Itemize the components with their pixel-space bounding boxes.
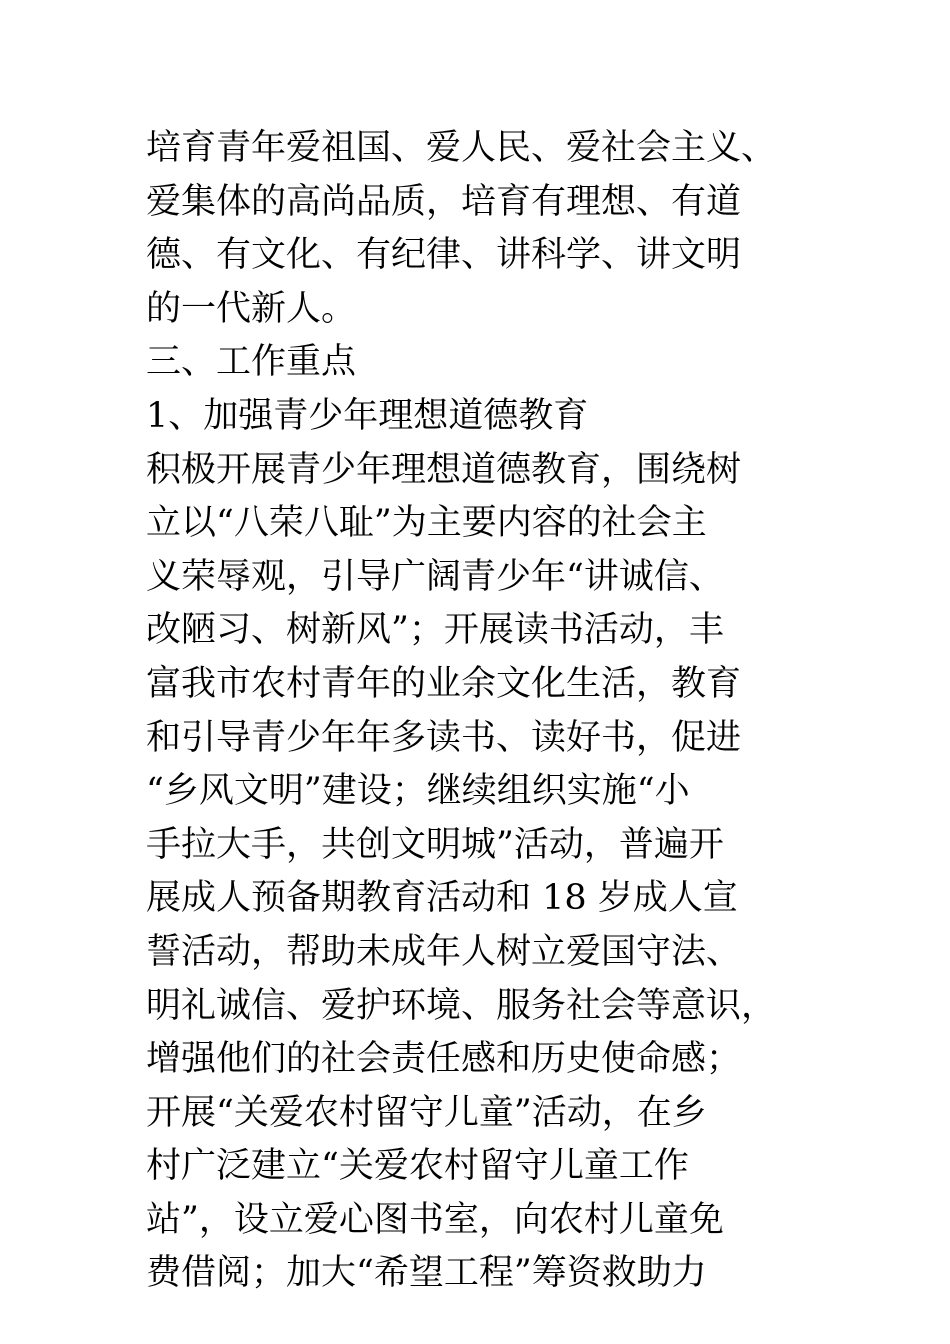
text-line-22: 费借阅；加大“希望工程”筹资救助力 <box>146 1253 707 1294</box>
text-line-11: 富我市农村青年的业余文化生活，教育 <box>146 663 742 704</box>
text-line-9: 义荣辱观，引导广阔青少年“讲诚信、 <box>146 556 724 597</box>
text-line-18: 增强他们的社会责任感和历史使命感； <box>146 1039 742 1080</box>
text-line-16: 誓活动，帮助未成年人树立爱国守法、 <box>146 931 742 972</box>
text-line-4: 的一代新人。 <box>146 288 357 329</box>
text-line-21: 站”，设立爱心图书室，向农村儿童免 <box>146 1199 724 1240</box>
text-line-17: 明礼诚信、爱护环境、服务社会等意识， <box>146 985 777 1026</box>
text-line-2: 爱集体的高尚品质，培育有理想、有道 <box>146 181 742 222</box>
text-line-14: 手拉大手，共创文明城”活动，普遍开 <box>146 824 724 865</box>
text-line-13: “乡风文明”建设；继续组织实施“小 <box>146 771 690 812</box>
text-line-3: 德、有文化、有纪律、讲科学、讲文明 <box>146 235 742 276</box>
section-heading: 三、工作重点 <box>146 342 357 383</box>
text-line-8: 立以“八荣八耻”为主要内容的社会主 <box>146 503 707 544</box>
text-line-19: 开展“关爱农村留守儿童”活动，在乡 <box>146 1092 707 1133</box>
text-line-7: 积极开展青少年理想道德教育，围绕树 <box>146 449 742 490</box>
subsection-heading: 1、加强青少年理想道德教育 <box>146 395 589 436</box>
text-line-1: 培育青年爱祖国、爱人民、爱社会主义、 <box>146 128 777 168</box>
text-line-12: 和引导青少年年多读书、读好书，促进 <box>146 717 742 758</box>
text-line-10: 改陋习、树新风”；开展读书活动，丰 <box>146 610 724 651</box>
text-line-15: 展成人预备期教育活动和 18 岁成人宣 <box>146 878 738 919</box>
text-line-20: 村广泛建立“关爱农村留守儿童工作 <box>146 1146 689 1187</box>
body-text <box>146 122 846 1301</box>
